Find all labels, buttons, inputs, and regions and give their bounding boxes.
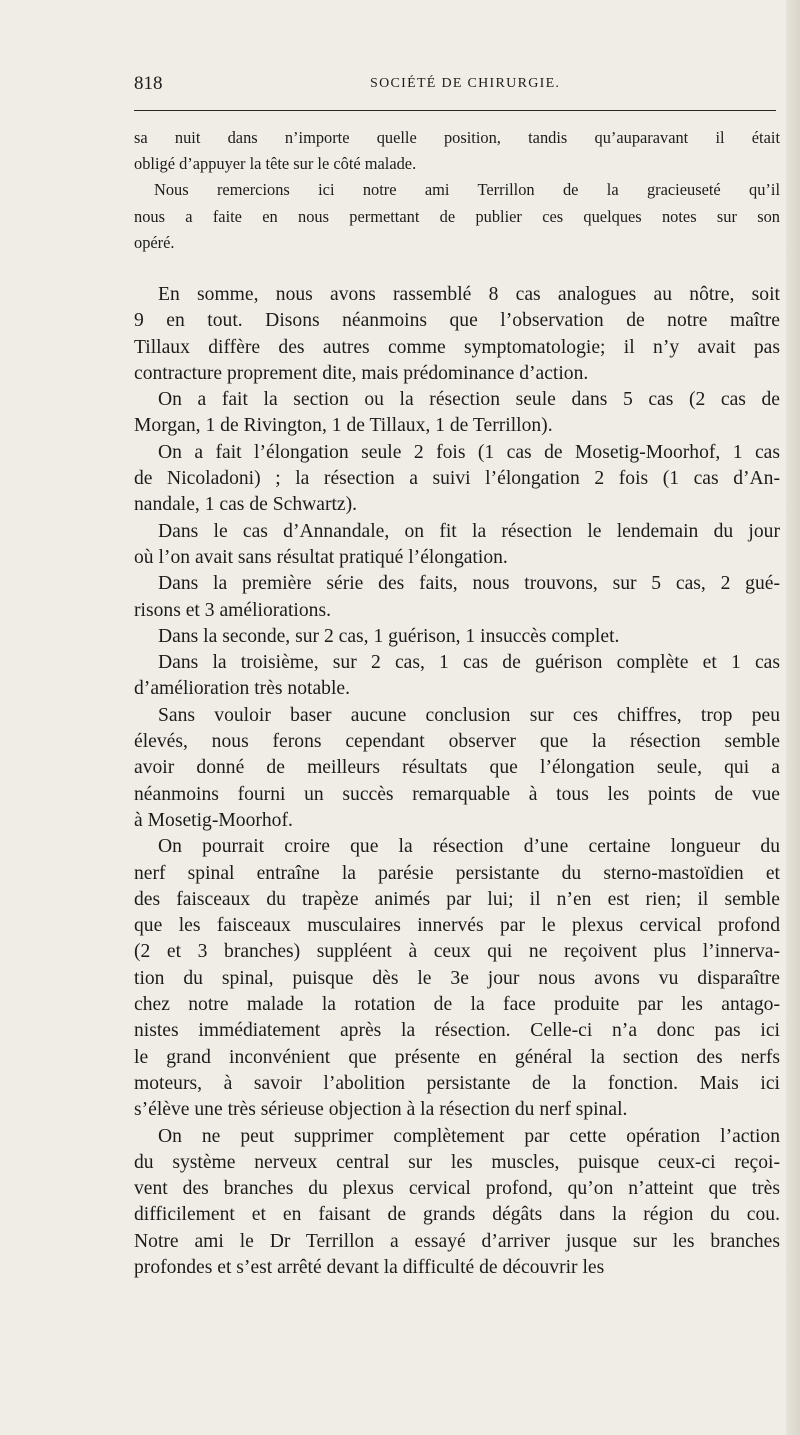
page-number: 818: [134, 73, 163, 94]
text-line: nandale, 1 cas de Schwartz).: [134, 494, 358, 516]
text-line: difficilement et en faisant de grands dégâts dans la région du cou.: [134, 1204, 780, 1226]
text-line: moteurs, à savoir l’abolition persistante de la fonction. Mais ici: [134, 1072, 780, 1094]
text-line: chez notre malade la rotation de la face produite par les antago-: [134, 994, 780, 1016]
paragraph: [134, 834, 780, 1123]
text-line: Dans la troisième, sur 2 cas, 1 cas de guérison complète et 1 cas: [158, 652, 780, 674]
text-line: d’amélioration très notable.: [134, 678, 351, 700]
text-line: risons et 3 améliorations.: [134, 599, 331, 621]
text-line: nous a faite en nous permettant de publier ces quelques notes sur son: [134, 206, 780, 226]
text-line: où l’on avait sans résultat pratiqué l’élongation.: [134, 546, 508, 568]
main-body-text: [134, 282, 780, 1281]
paragraph: [134, 650, 780, 703]
text-line: vent des branches du plexus cervical profond, qu’on n’atteint que très: [134, 1178, 780, 1200]
text-line: Sans vouloir baser aucune conclusion sur ces chiffres, trop peu: [158, 704, 780, 726]
paragraph: [134, 703, 780, 834]
header-rule: [134, 110, 776, 111]
text-line: avoir donné de meilleurs résultats que l’élongation seule, qui a: [134, 757, 780, 779]
paragraph: [134, 125, 780, 177]
running-title: SOCIÉTÉ DE CHIRURGIE.: [370, 76, 561, 91]
paragraph: [134, 1124, 780, 1282]
text-line: du système nerveux central sur les muscles, puisque ceux-ci reçoi-: [134, 1151, 780, 1173]
paragraph: [134, 519, 780, 572]
text-line: Dans la seconde, sur 2 cas, 1 guérison, 1 insuccès complet.: [158, 625, 620, 647]
text-line: élevés, nous ferons cependant observer que la résection semble: [134, 731, 780, 753]
text-line: des faisceaux du trapèze animés par lui; il n’en est rien; il semble: [134, 888, 780, 910]
text-line: 9 en tout. Disons néanmoins que l’observation de notre maître: [134, 310, 780, 332]
page-header: [134, 73, 774, 99]
text-line: sa nuit dans n’importe quelle position, tandis qu’auparavant il était: [134, 128, 780, 147]
text-line: On a fait l’élongation seule 2 fois (1 cas de Mosetig-Moorhof, 1 cas: [158, 441, 780, 463]
text-line: Morgan, 1 de Rivington, 1 de Tillaux, 1 de Terrillon).: [134, 415, 553, 437]
text-line: Dans la première série des faits, nous trouvons, sur 5 cas, 2 gué-: [158, 573, 780, 595]
text-line: Tillaux diffère des autres comme symptomatologie; il n’y avait pas: [134, 336, 780, 358]
text-line: s’élève une très sérieuse objection à la résection du nerf spinal.: [134, 1099, 628, 1121]
text-line: En somme, nous avons rassemblé 8 cas analogues au nôtre, soit: [158, 284, 780, 305]
paragraph: [134, 177, 780, 256]
page-edge: [786, 0, 800, 1435]
paragraph: [134, 387, 780, 440]
paragraph: [134, 440, 780, 519]
text-line: nerf spinal entraîne la parésie persistante du sterno-mastoïdien et: [134, 862, 780, 884]
text-line: profondes et s’est arrêté devant la difficulté de découvrir les: [134, 1256, 605, 1278]
text-line: de Nicoladoni) ; la résection a suivi l’élongation 2 fois (1 cas d’An-: [134, 468, 780, 490]
text-line: Nous remercions ici notre ami Terrillon de la gracieuseté qu’il: [154, 180, 780, 200]
text-line: à Mosetig-Moorhof.: [134, 809, 293, 831]
text-line: nistes immédiatement après la résection. Celle-ci n’a donc pas ici: [134, 1020, 780, 1042]
text-line: On a fait la section ou la résection seule dans 5 cas (2 cas de: [158, 389, 780, 411]
text-line: obligé d’appuyer la tête sur le côté malade.: [134, 154, 417, 174]
text-line: néanmoins fourni un succès remarquable à tous les points de vue: [134, 783, 780, 805]
paragraph: [134, 282, 780, 387]
text-line: le grand inconvénient que présente en général la section des nerfs: [134, 1046, 780, 1068]
paragraph: [134, 571, 780, 624]
text-line: Dans le cas d’Annandale, on fit la résection le lendemain du jour: [158, 520, 780, 542]
text-line: On pourrait croire que la résection d’une certaine longueur du: [158, 836, 780, 858]
text-line: opéré.: [134, 232, 175, 252]
text-line: tion du spinal, puisque dès le 3e jour nous avons vu disparaître: [134, 967, 780, 989]
text-line: On ne peut supprimer complètement par cette opération l’action: [158, 1125, 780, 1147]
text-line: contracture proprement dite, mais prédominance d’action.: [134, 362, 589, 384]
text-line: (2 et 3 branches) suppléent à ceux qui ne reçoivent plus l’innerva-: [134, 941, 780, 963]
text-line: Notre ami le Dr Terrillon a essayé d’arriver jusque sur les branches: [134, 1230, 780, 1252]
case-notes-end: [134, 125, 780, 256]
text-line: que les faisceaux musculaires innervés par le plexus cervical profond: [134, 915, 780, 937]
paragraph: [134, 624, 780, 650]
